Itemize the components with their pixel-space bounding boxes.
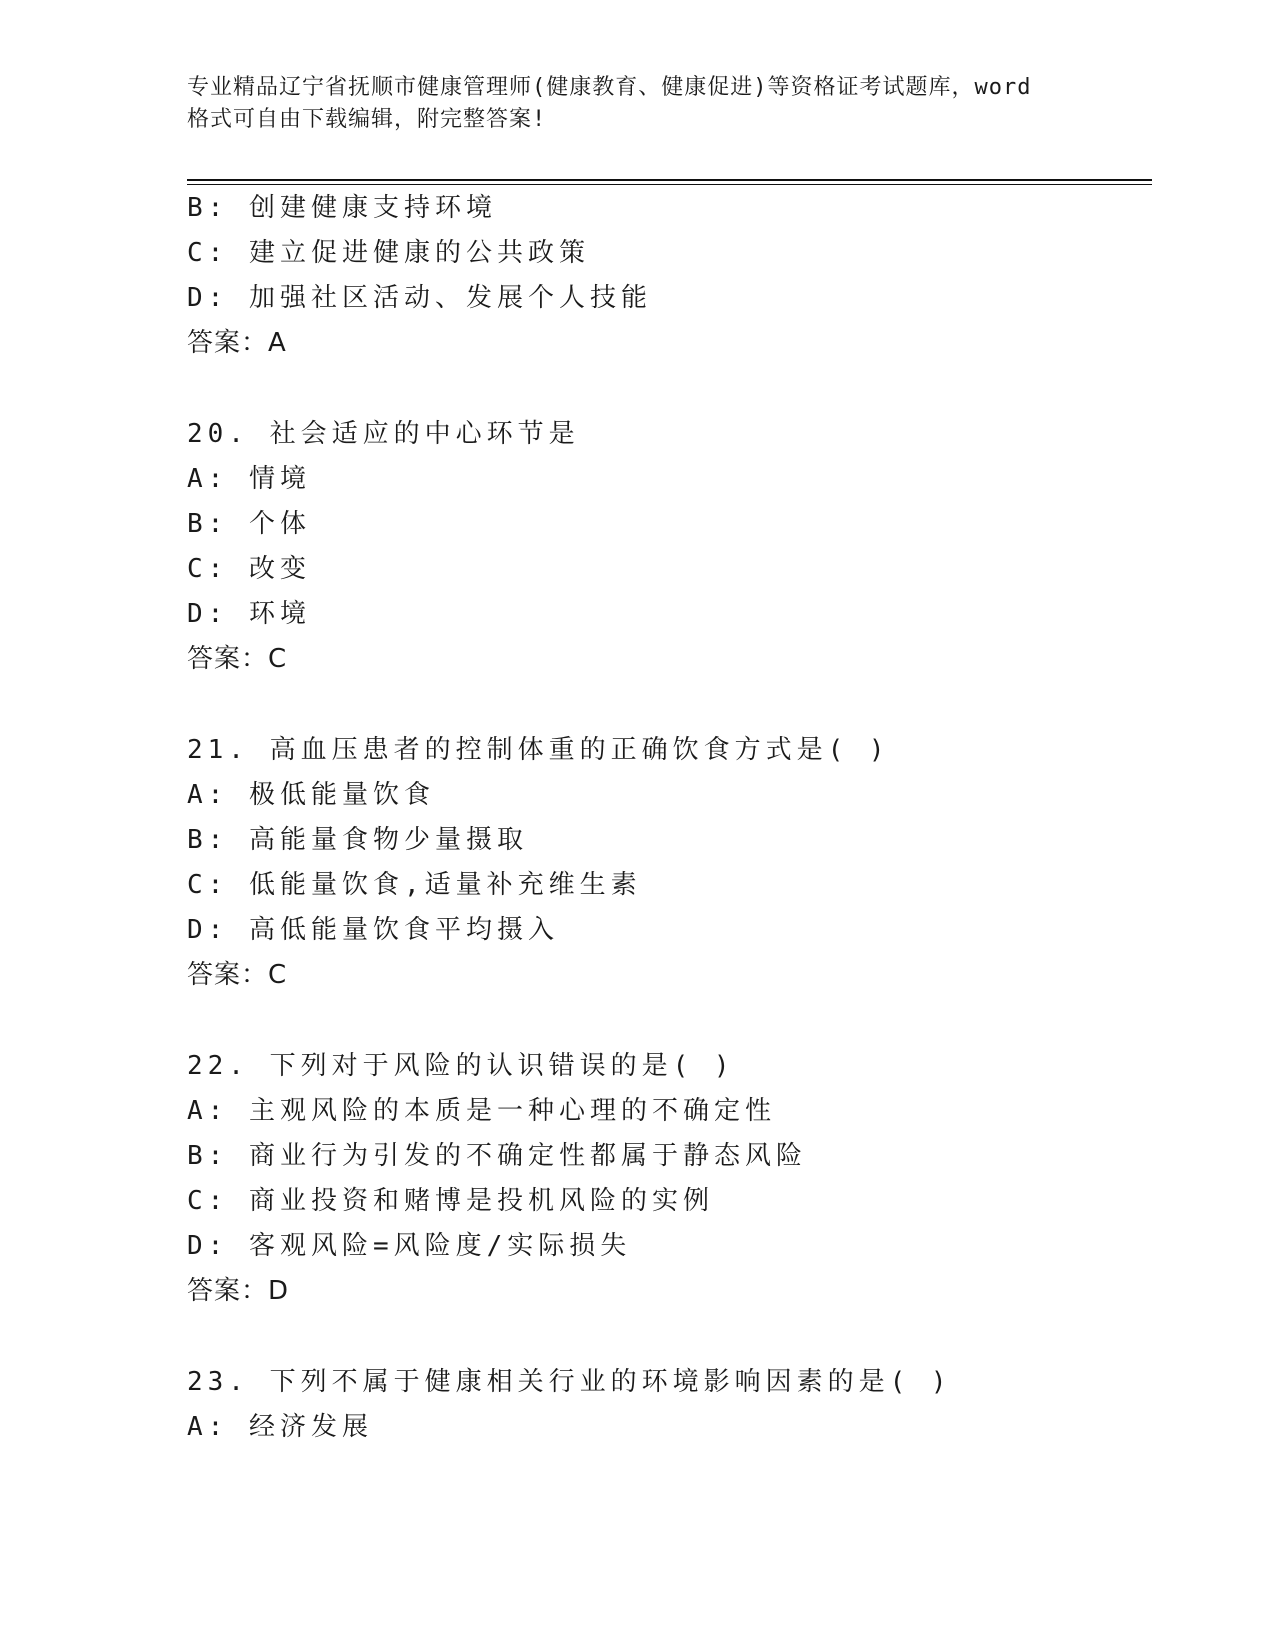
q23-option-a: A: 经济发展 xyxy=(187,1412,373,1442)
prev-answer: 答案：A xyxy=(187,328,287,358)
q22-question: 22. 下列对于风险的认识错误的是( ) xyxy=(187,1051,735,1081)
header-divider-thick xyxy=(187,179,1152,181)
q23-question: 23. 下列不属于健康相关行业的环境影响因素的是( ) xyxy=(187,1367,952,1397)
prev-option-d: D: 加强社区活动、发展个人技能 xyxy=(187,283,652,313)
header-line-1: 专业精品辽宁省抚顺市健康管理师(健康教育、健康促进)等资格证考试题库，word xyxy=(187,75,1032,100)
q20-option-d: D: 环境 xyxy=(187,599,311,629)
q20-option-c: C: 改变 xyxy=(187,554,311,584)
prev-option-c: C: 建立促进健康的公共政策 xyxy=(187,238,590,268)
q21-option-c: C: 低能量饮食,适量补充维生素 xyxy=(187,870,642,900)
q22-option-c: C: 商业投资和赌博是投机风险的实例 xyxy=(187,1186,714,1216)
q21-option-b: B: 高能量食物少量摄取 xyxy=(187,825,528,855)
q21-question: 21. 高血压患者的控制体重的正确饮食方式是( ) xyxy=(187,735,890,765)
q20-option-b: B: 个体 xyxy=(187,509,311,539)
prev-option-b: B: 创建健康支持环境 xyxy=(187,193,497,223)
header-line-2: 格式可自由下载编辑，附完整答案! xyxy=(187,107,547,132)
q22-option-a: A: 主观风险的本质是一种心理的不确定性 xyxy=(187,1096,776,1126)
q22-option-b: B: 商业行为引发的不确定性都属于静态风险 xyxy=(187,1141,807,1171)
q20-question: 20. 社会适应的中心环节是 xyxy=(187,419,580,449)
q21-answer: 答案：C xyxy=(187,960,288,990)
q22-option-d: D: 客观风险=风险度/实际损失 xyxy=(187,1231,632,1261)
q20-answer: 答案：C xyxy=(187,644,288,674)
q20-option-a: A: 情境 xyxy=(187,464,311,494)
q21-option-d: D: 高低能量饮食平均摄入 xyxy=(187,915,559,945)
document-header xyxy=(187,72,1087,136)
q21-option-a: A: 极低能量饮食 xyxy=(187,780,435,810)
q22-answer: 答案：D xyxy=(187,1276,290,1306)
header-divider-thin xyxy=(187,184,1152,185)
